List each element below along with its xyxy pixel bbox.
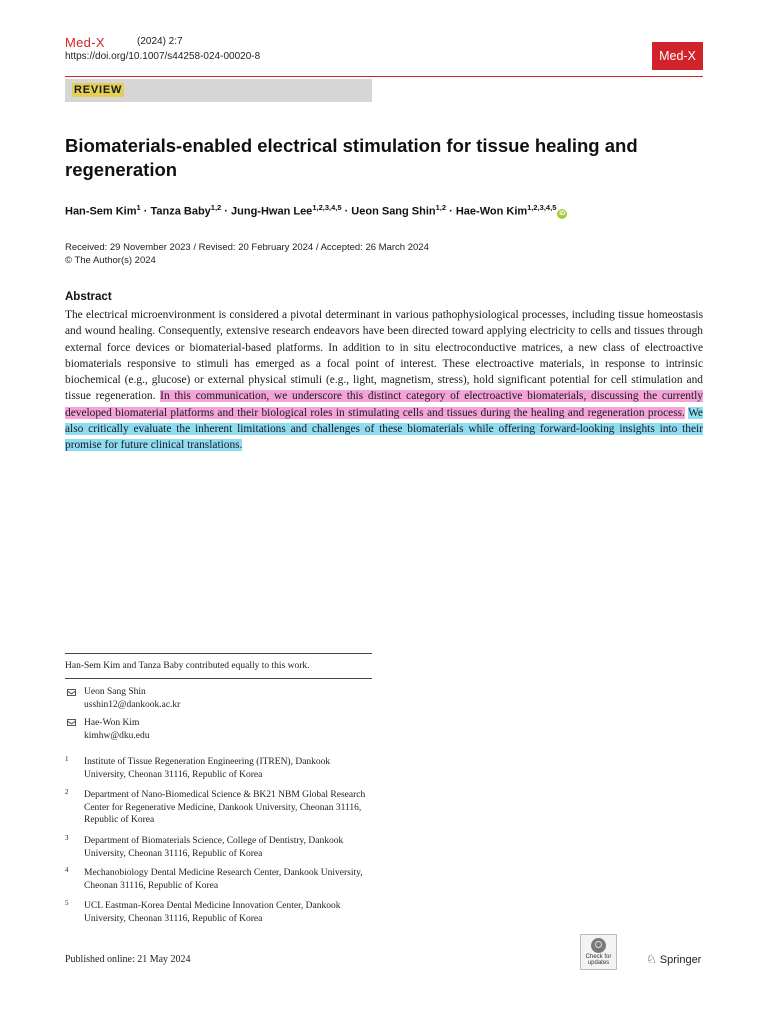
equal-contribution-note: Han-Sem Kim and Tanza Baby contributed equally to this work. xyxy=(65,661,310,671)
affiliation-number: 4 xyxy=(65,866,69,874)
orcid-icon[interactable]: iD xyxy=(559,210,566,217)
copyright-line: © The Author(s) 2024 xyxy=(65,255,156,266)
author-separator: · xyxy=(341,205,352,218)
footnote-rule xyxy=(65,678,372,679)
author-affiliation: 1,2 xyxy=(435,203,447,212)
author-separator: · xyxy=(140,205,151,218)
author-affiliation: 1,2 xyxy=(210,203,222,212)
abstract-heading: Abstract xyxy=(65,291,112,303)
abstract-highlight-pink: In this communication, we underscore this distinct category of electroactive biomaterials, discussing the currently developed biomaterial platforms and their biological roles in stimulating cells and tissues during the healing and regeneration process. xyxy=(65,390,703,419)
journal-logo: Med-X xyxy=(652,42,703,70)
affiliation-text: Institute of Tissue Regeneration Engineering (ITREN), Dankook University, Cheonan 31116, Republic of Korea xyxy=(84,757,331,780)
author-affiliation: 1,2,3,4,5 xyxy=(312,203,342,212)
section-bar xyxy=(65,79,372,102)
section-tag: REVIEW xyxy=(74,84,123,96)
check-updates-label: Check for updates xyxy=(585,954,612,966)
article-title: Biomaterials-enabled electrical stimulation for tissue healing and regeneration xyxy=(65,135,638,180)
contact-name: Hae-Won Kim xyxy=(84,718,140,728)
contact-block xyxy=(65,686,375,746)
contact-email[interactable]: usshin12@dankook.ac.kr xyxy=(84,700,181,710)
doi-link[interactable]: https://doi.org/10.1007/s44258-024-00020-8 xyxy=(65,51,261,62)
affiliation-text: UCL Eastman-Korea Dental Medicine Innovation Center, Dankook University, Cheonan 31116, Republic of Korea xyxy=(84,901,341,924)
affiliation-number: 2 xyxy=(65,788,69,796)
author-affiliation: 1 xyxy=(136,203,141,212)
check-updates-icon xyxy=(591,938,606,953)
check-for-updates-badge[interactable] xyxy=(580,934,617,970)
affiliation-number: 5 xyxy=(65,899,69,907)
affiliation-text: Mechanobiology Dental Medicine Research Center, Dankook University, Cheonan 31116, Republic of Korea xyxy=(84,868,363,891)
affiliation-number: 3 xyxy=(65,834,69,842)
contact-name: Ueon Sang Shin xyxy=(84,687,146,697)
contact-email[interactable]: kimhw@dku.edu xyxy=(84,731,150,741)
author-affiliation: 1,2,3,4,5 xyxy=(527,203,557,212)
header-rule xyxy=(65,76,703,77)
author-name: Hae-Won Kim xyxy=(455,205,528,218)
author-separator: · xyxy=(446,205,456,218)
article-dates: Received: 29 November 2023 / Revised: 20 February 2024 / Accepted: 26 March 2024 xyxy=(65,242,429,253)
author-name: Tanza Baby xyxy=(150,205,211,218)
abstract-highlight-blue: We also critically evaluate the inherent limitations and challenges of these biomaterials while offering forward-looking insights into their promise for future clinical translations. xyxy=(65,406,703,452)
published-date: Published online: 21 May 2024 xyxy=(65,954,191,965)
abstract-body xyxy=(65,307,703,454)
publisher-logo xyxy=(646,952,701,966)
article-dates-block xyxy=(65,241,429,267)
author-name: Jung-Hwan Lee xyxy=(231,205,313,218)
volume-info: (2024) 2:7 xyxy=(137,36,183,47)
journal-name: Med-X xyxy=(65,35,105,50)
author-name: Ueon Sang Shin xyxy=(351,205,436,218)
mail-icon xyxy=(67,689,76,696)
affiliation-text: Department of Nano-Biomedical Science & BK21 NBM Global Research Center for Regenerative Medicine, Dankook University, Cheonan 31116, Republic of Korea xyxy=(84,790,366,826)
footnote-rule xyxy=(65,653,372,654)
abstract-text: The electrical microenvironment is considered a pivotal determinant in various pathophysiological processes, including tissue homeostasis and wound healing. Consequently, extensive research endeavors have been directed toward applying electricity to cells and tissues through external force devices or biomaterial-based platforms. In addition to in situ electroconductive matrices, a new class of electroactive biomaterials responsive to stimuli has emerged as a focal point of interest. These electroactive materials, in response to intrinsic biochemical (e.g., glucose) or external physical stimuli (e.g., light, magnetism, stress), hold significant potential for cell stimulation and tissue regeneration. xyxy=(65,309,703,403)
springer-horse-icon: ♘ xyxy=(646,952,657,966)
affiliation-text: Department of Biomaterials Science, College of Dentistry, Dankook University, Cheonan 31116, Republic of Korea xyxy=(84,836,344,859)
author-separator: · xyxy=(221,205,232,218)
publisher-name: Springer xyxy=(659,954,702,966)
mail-icon xyxy=(67,719,76,726)
author-list xyxy=(65,203,567,219)
affiliation-number: 1 xyxy=(65,755,69,763)
author-name: Han-Sem Kim xyxy=(65,205,137,218)
